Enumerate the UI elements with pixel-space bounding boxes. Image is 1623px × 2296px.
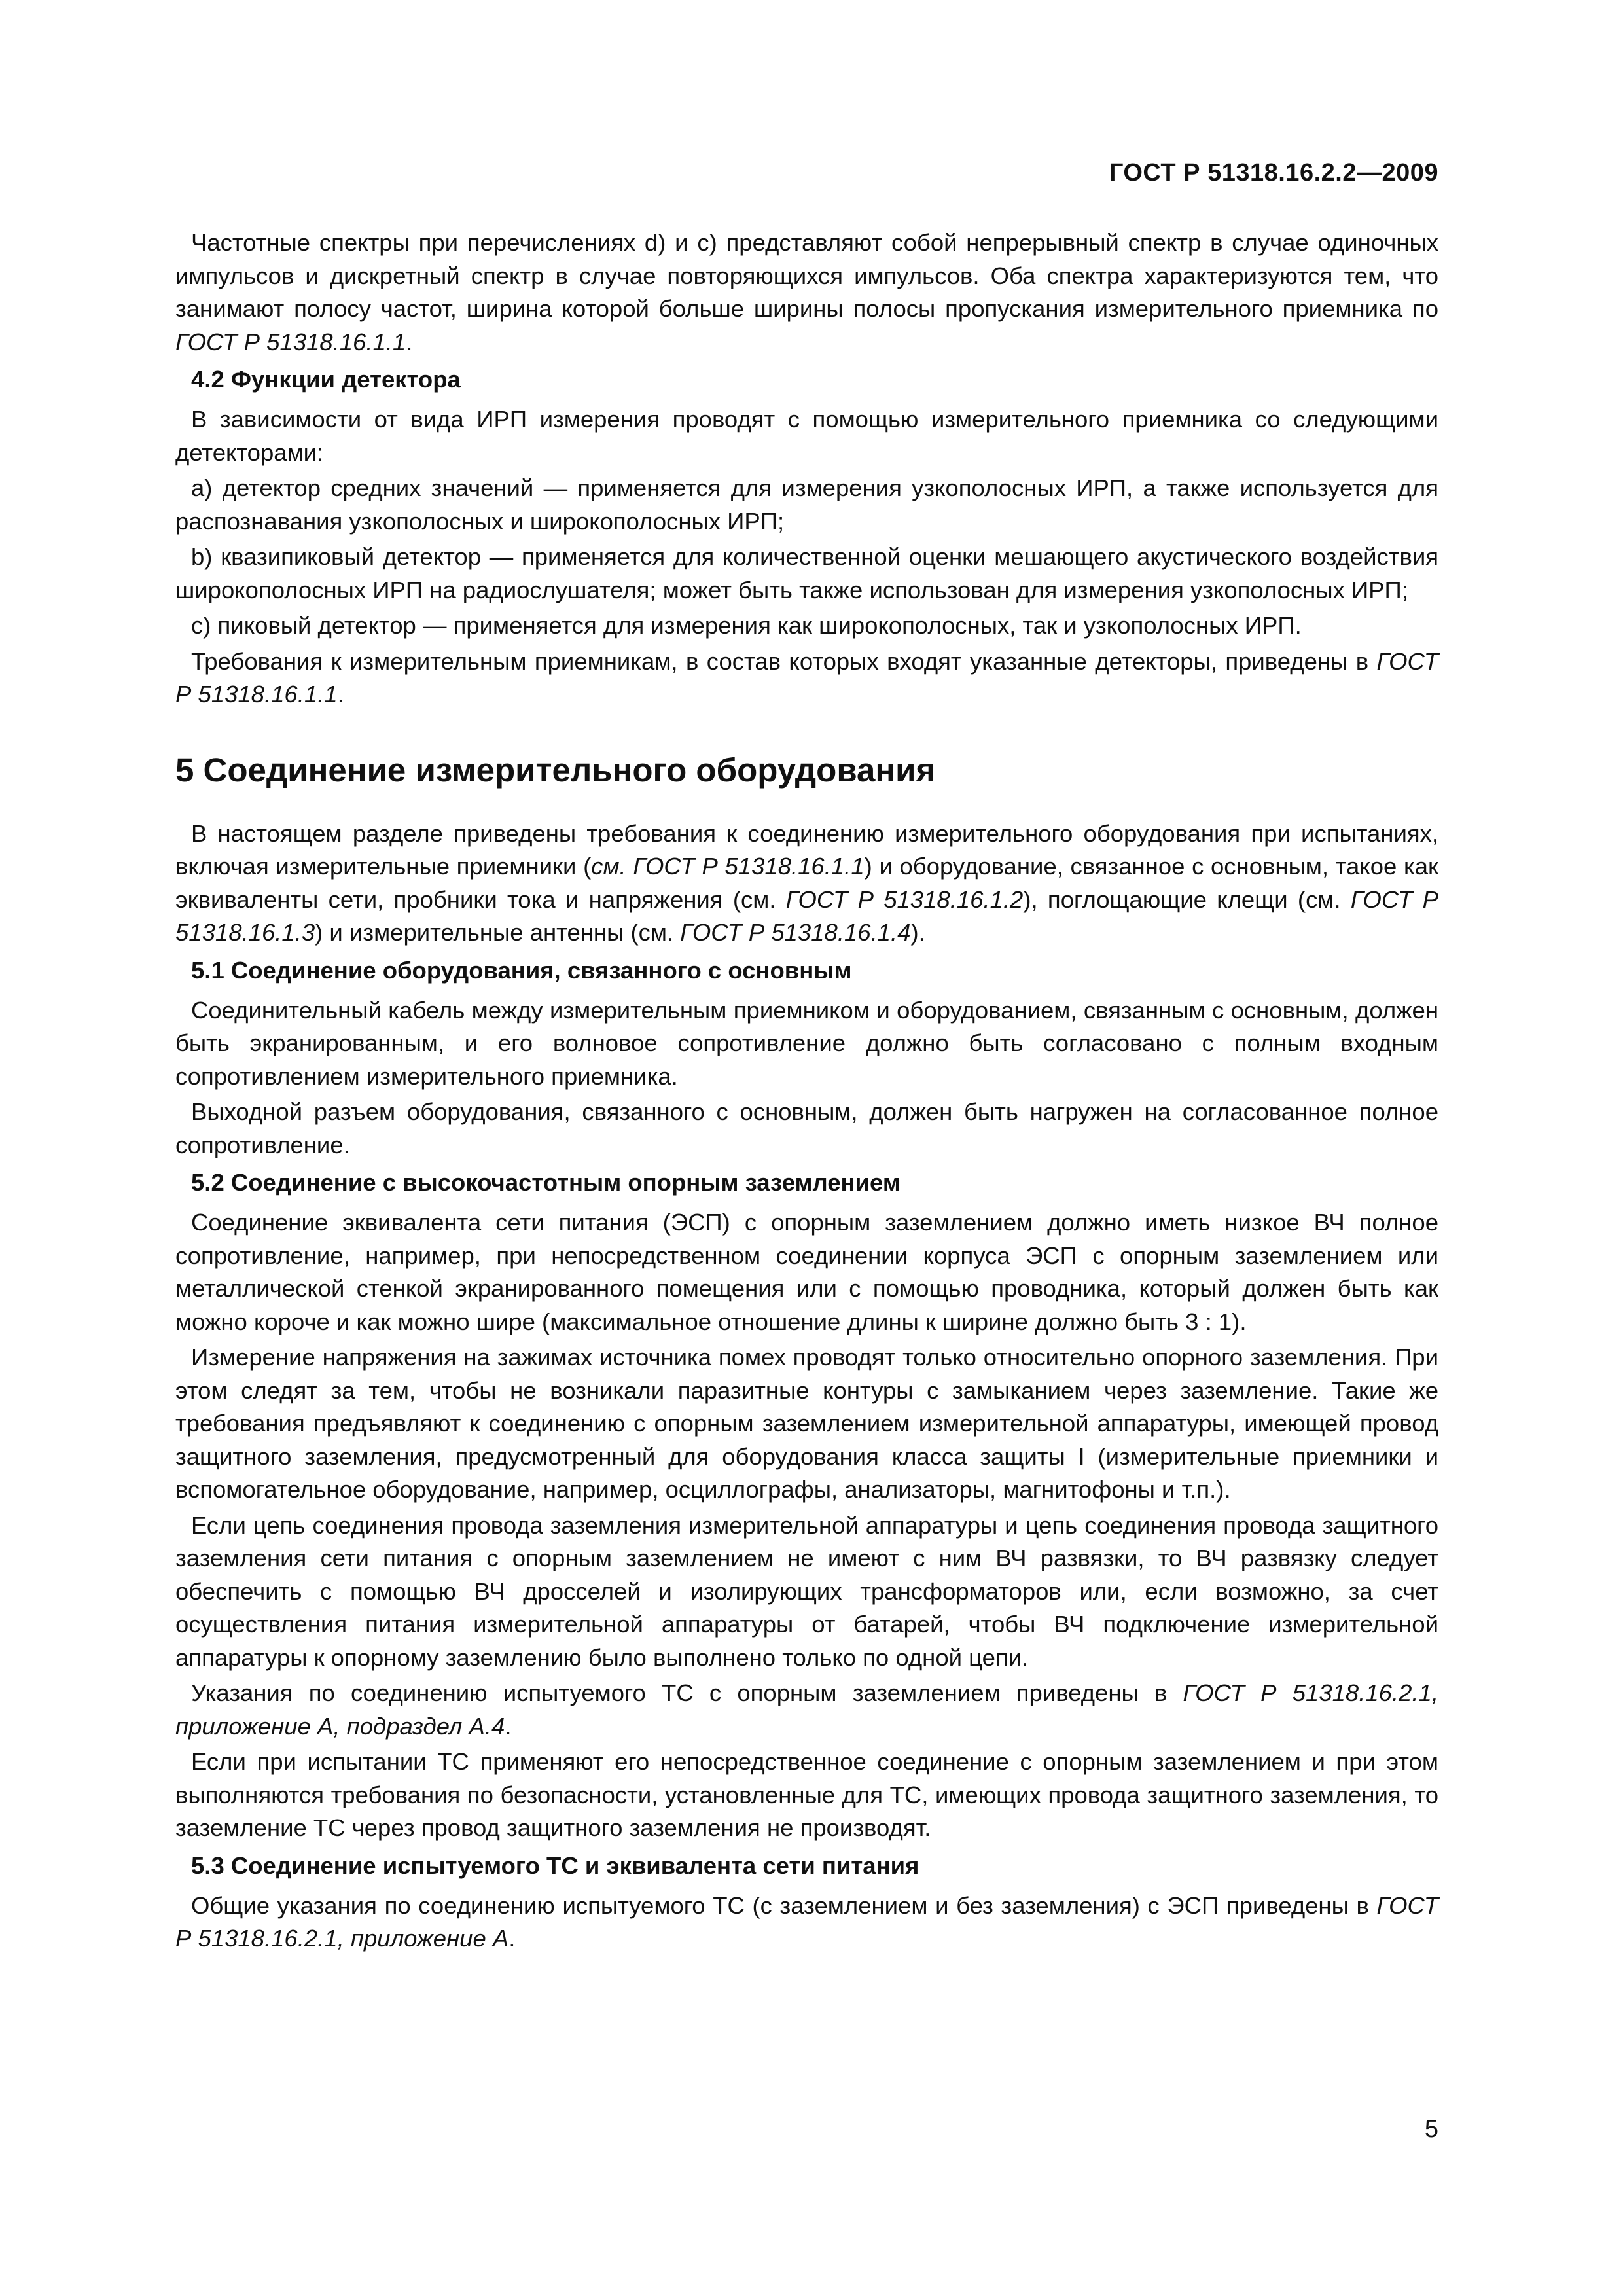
paragraph-text: В зависимости от вида ИРП измерения проводят с помощью измерительного приемника со следующими детекторами: — [175, 406, 1438, 466]
reference-text: ГОСТ Р 51318.16.2.1, приложение А, подраздел А.4 — [175, 1679, 1438, 1740]
subsection-heading: 5.1 Соединение оборудования, связанного с основным — [191, 956, 852, 984]
paragraph-text: . — [337, 681, 344, 708]
page-number: 5 — [1424, 2115, 1438, 2143]
document-body — [175, 226, 1438, 1958]
paragraph — [175, 472, 1438, 538]
reference-text: см. ГОСТ Р 51318.16.1.1 — [591, 853, 865, 880]
paragraph — [175, 1890, 1438, 1956]
paragraph-text: b) квазипиковый детектор — применяется для количественной оценки мешающего акустического воздействия широкополосных ИРП на радиослушателя; может быть также использован для измерения узкополосных ИРП; — [175, 543, 1438, 603]
paragraph — [175, 1677, 1438, 1743]
reference-text: ГОСТ Р 51318.16.1.1 — [175, 328, 406, 355]
section-heading: 5 Соединение измерительного оборудования — [175, 751, 936, 789]
paragraph-text: Требования к измерительным приемникам, в состав которых входят указанные детекторы, приведены в — [191, 647, 1377, 675]
paragraph — [175, 645, 1438, 711]
paragraph — [175, 541, 1438, 607]
paragraph-text: . — [508, 1925, 516, 1952]
paragraph-text: . — [406, 328, 413, 355]
paragraph-text: ), поглощающие клещи (см. — [1023, 886, 1351, 913]
paragraph-text: Если при испытании ТС применяют его непосредственное соединение с опорным заземлением и при этом выполняются требования по безопасности, установленные для ТС, имеющих провода защитного заземления, то заземление ТС через провод защитного заземления не производят. — [175, 1748, 1438, 1841]
paragraph — [175, 1341, 1438, 1507]
reference-text: ГОСТ Р 51318.16.2.1, приложение А — [175, 1892, 1438, 1952]
paragraph-text: В настоящем разделе приведены требования к соединению измерительного оборудования при испытаниях, включая измерительные приемники ( — [175, 819, 1438, 880]
subsection-heading: 5.3 Соединение испытуемого ТС и эквивалента сети питания — [191, 1852, 919, 1879]
paragraph — [175, 1746, 1438, 1845]
subsection-heading: 5.2 Соединение с высокочастотным опорным заземлением — [191, 1169, 901, 1196]
paragraph-text: c) пиковый детектор — применяется для измерения как широкополосных, так и узкополосных ИРП. — [191, 612, 1302, 639]
paragraph-text: Выходной разъем оборудования, связанного с основным, должен быть нагружен на согласованное полное сопротивление. — [175, 1098, 1438, 1158]
paragraph — [175, 994, 1438, 1094]
paragraph — [175, 226, 1438, 359]
reference-text: ГОСТ Р 51318.16.1.4 — [680, 919, 911, 946]
subsection-heading: 4.2 Функции детектора — [191, 366, 461, 393]
paragraph-text: Соединение эквивалента сети питания (ЭСП) с опорным заземлением должно иметь низкое ВЧ полное сопротивление, например, при непосредственном соединении корпуса ЭСП с опорным заземлением или металлической стенкой экранированного помещения или с помощью проводника, который должен быть как можно короче и как можно шире (максимальное отношение длины к ширине должно быть 3 : 1). — [175, 1209, 1438, 1335]
reference-text: ГОСТ Р 51318.16.1.2 — [785, 886, 1024, 913]
paragraph — [175, 609, 1438, 643]
paragraph-text: Общие указания по соединению испытуемого ТС (с заземлением и без заземления) с ЭСП приведены в — [191, 1892, 1377, 1919]
paragraph — [175, 1096, 1438, 1162]
paragraph — [175, 1206, 1438, 1338]
paragraph-text: a) детектор средних значений — применяется для измерения узкополосных ИРП, а также используется для распознавания узкополосных и широкополосных ИРП; — [175, 475, 1438, 535]
paragraph-text: . — [505, 1712, 512, 1740]
paragraph-text: Если цепь соединения провода заземления измерительной аппаратуры и цепь соединения провода защитного заземления сети питания с опорным заземлением не имеют с ним ВЧ развязки, то ВЧ развязку следует обеспечить с помощью ВЧ дросселей и изолирующих трансформаторов или, если возможно, за счет осуществления питания измерительной аппаратуры от батарей, чтобы ВЧ подключение измерительной аппаратуры к опорному заземлению было выполнено только по одной цепи. — [175, 1511, 1438, 1671]
paragraph-text: Указания по соединению испытуемого ТС с опорным заземлением приведены в — [191, 1679, 1183, 1706]
paragraph-text: Частотные спектры при перечислениях d) и с) представляют собой непрерывный спектр в случае одиночных импульсов и дискретный спектр в случае повторяющихся импульсов. Оба спектра характеризуются тем, что занимают полосу частот, ширина которой больше ширины полосы пропускания измерительного приемника по — [175, 229, 1438, 322]
paragraph-text: ) и измерительные антенны (см. — [315, 919, 681, 946]
reference-text: ГОСТ Р 51318.16.1.1 — [175, 647, 1438, 708]
paragraph-text: Измерение напряжения на зажимах источника помех проводят только относительно опорного заземления. При этом следят за тем, чтобы не возникали паразитные контуры с замыканием через заземление. Такие же требования предъявляют к соединению с опорным заземлением измерительной аппаратуры, имеющей провод защитного заземления, предусмотренный для оборудования класса защиты I (измерительные приемники и вспомогательное оборудование, например, осциллографы, анализаторы, магнитофоны и т.п.). — [175, 1344, 1438, 1503]
paragraph — [175, 817, 1438, 950]
reference-text: ГОСТ Р 51318.16.1.3 — [175, 886, 1438, 946]
paragraph — [175, 1509, 1438, 1675]
paragraph-text: Соединительный кабель между измерительным приемником и оборудованием, связанным с основным, должен быть экранированным, и его волновое сопротивление должно быть согласовано с полным входным сопротивлением измерительного приемника. — [175, 996, 1438, 1090]
document-header: ГОСТ Р 51318.16.2.2—2009 — [1109, 159, 1438, 187]
paragraph-text: ). — [910, 919, 925, 946]
paragraph-text: ) и оборудование, связанное с основным, такое как эквиваленты сети, пробники тока и напряжения (см. — [175, 853, 1439, 913]
paragraph — [175, 403, 1438, 469]
